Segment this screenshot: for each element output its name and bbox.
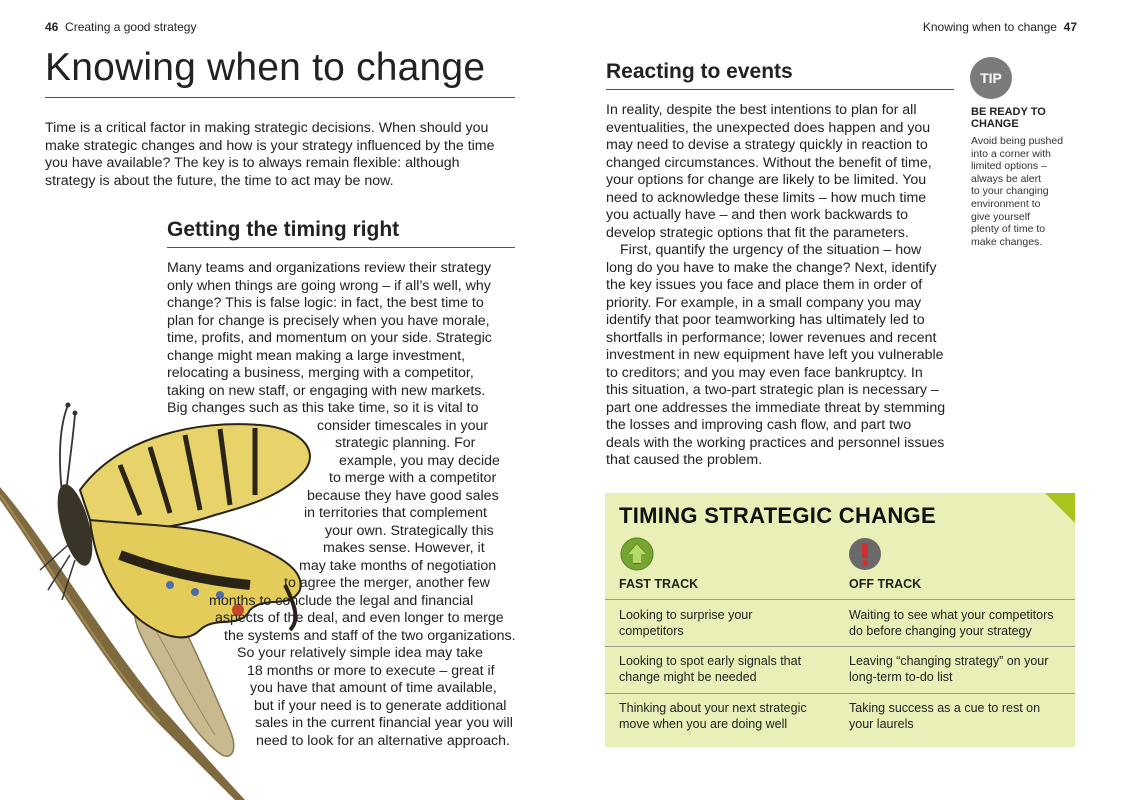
body-line: only when things are going wrong – if all’s well, why: [167, 277, 491, 294]
tip-text-line: Avoid being pushed: [971, 135, 1064, 147]
right-folio: [923, 20, 1077, 34]
tip-badge: TIP: [970, 57, 1012, 99]
body-line: makes sense. However, it: [323, 540, 485, 556]
body-line: taking on new staff, or engaging with new markets.: [167, 382, 486, 399]
intro-line: make strategic changes and how is your strategy influenced by the time: [45, 137, 495, 154]
body-line: investment in new equipment have left you vulnerable: [606, 347, 944, 363]
body-line: strategic planning. For: [335, 435, 476, 451]
body-line: that caused the problem.: [606, 452, 763, 468]
section-heading-rule: [167, 247, 515, 248]
body-line: Big changes such as this take time, so it is vital to: [167, 400, 479, 416]
body-line: priority. For example, in a small company you may: [606, 294, 922, 311]
body-line: sales in the current financial year you will: [255, 715, 513, 731]
body-line: you actually have – and then work backwards to: [606, 207, 909, 223]
intro-line: you have available? The key is to always remain flexible: although: [45, 155, 460, 172]
row-divider: [605, 693, 1075, 694]
left-folio: [45, 20, 196, 34]
off-track-heading: OFF TRACK: [849, 577, 922, 591]
tip-title-line: CHANGE: [971, 118, 1019, 130]
body-line: develop strategic options that fit the parameters.: [606, 224, 909, 241]
body-line: identify that poor teamworking has ultimately led to: [606, 312, 925, 328]
body-line: need to acknowledge these limits – how much time: [606, 189, 927, 206]
tip-title: [971, 106, 1071, 130]
body-line: relocating a business, merging with a competitor,: [167, 365, 474, 381]
intro-paragraph: [45, 120, 513, 190]
body-line: aspects of the deal, and even longer to merge: [215, 610, 504, 626]
box-title: TIMING STRATEGIC CHANGE: [619, 503, 936, 528]
tip-text: [971, 135, 1081, 248]
body-line: to creditors; and you may even face bankruptcy. In: [606, 364, 923, 381]
body-line: the key issues you face and place them in order of: [606, 277, 923, 293]
tip-text-line: environment to: [971, 197, 1041, 210]
row-divider: [605, 646, 1075, 647]
body-line: First, quantify the urgency of the situation – how: [620, 242, 922, 258]
off-track-icon: [848, 537, 882, 576]
body-line: the losses and improving cash flow, and part two: [606, 417, 912, 433]
body-line: deals with the working practices and personnel issues: [606, 434, 945, 451]
body-line: this situation, a two-part strategic plan is necessary –: [606, 382, 939, 398]
section-heading-rule: [606, 89, 954, 90]
fast-track-heading: FAST TRACK: [619, 577, 699, 591]
body-line: need to look for an alternative approach.: [256, 732, 510, 749]
intro-line: Time is a critical factor in making strategic decisions. When should you: [45, 120, 489, 136]
body-line: you have that amount of time available,: [250, 680, 497, 696]
tip-text-line: into a corner with: [971, 147, 1051, 160]
tip-text-line: give yourself: [971, 210, 1030, 223]
body-line: changed circumstances. Without the benefit of time,: [606, 154, 932, 171]
body-line: In reality, despite the best intentions to plan for all: [606, 102, 917, 118]
body-line: but if your need is to generate additional: [254, 697, 507, 714]
body-line: months to conclude the legal and financial: [209, 592, 474, 609]
section-body-reacting: [606, 102, 966, 470]
off-track-cell: Taking success as a cue to rest on your laurels: [849, 701, 1041, 731]
right-running-head: Knowing when to change: [922, 20, 1057, 34]
body-line: consider timescales in your: [317, 417, 489, 434]
right-page-number: 47: [1063, 20, 1077, 34]
body-line: because they have good sales: [307, 487, 499, 504]
body-line: change? This is false logic: in fact, the best time to: [167, 295, 484, 311]
body-line: to agree the merger, another few: [284, 575, 490, 591]
body-line: plan for change is precisely when you have morale,: [167, 312, 490, 329]
tip-text-line: plenty of time to: [971, 223, 1046, 236]
body-line: may need to devise a strategy quickly in reaction to: [606, 137, 928, 153]
body-line: in territories that complement: [304, 505, 487, 521]
section-heading-reacting: Reacting to events: [606, 60, 793, 83]
left-running-head: Creating a good strategy: [65, 20, 197, 34]
tip-title-line: BE READY TO: [971, 106, 1046, 118]
fast-track-icon: [620, 537, 654, 576]
tip-text-line: always be alert: [971, 172, 1042, 185]
fast-track-cell: Thinking about your next strategic move when you are doing well: [619, 701, 807, 731]
body-line: your options for change are likely to be limited. You: [606, 172, 927, 188]
tip-text-line: to your changing: [971, 185, 1049, 198]
body-line: shortfalls in performance; lower revenues and recent: [606, 329, 937, 346]
body-line: 18 months or more to execute – great if: [247, 662, 495, 679]
timing-strategic-change-box: [605, 493, 1075, 747]
corner-accent: [1045, 493, 1075, 523]
section-heading-timing: Getting the timing right: [167, 218, 400, 241]
body-line: part one addresses the immediate threat by stemming: [606, 399, 946, 416]
row-divider: [605, 599, 1075, 600]
tip-text-line: limited options –: [971, 160, 1047, 173]
body-line: time, profits, and momentum on your side. Strategic: [167, 330, 492, 346]
tip-text-line: make changes.: [971, 235, 1043, 248]
off-track-cell: Waiting to see what your competitors do before changing your strategy: [849, 608, 1054, 638]
body-line: may take months of negotiation: [299, 557, 497, 574]
intro-line: strategy is about the future, the time to act may be now.: [45, 172, 394, 189]
body-line: So your relatively simple idea may take: [237, 645, 484, 661]
fast-track-cell: Looking to spot early signals that change might be needed: [619, 654, 802, 684]
section-body-timing: [167, 260, 517, 750]
body-line: the systems and staff of the two organizations.: [224, 627, 516, 644]
page-title: Knowing when to change: [45, 46, 486, 89]
body-line: example, you may decide: [339, 452, 500, 469]
body-line: eventualities, the unexpected does happen and you: [606, 119, 931, 136]
left-page-number: 46: [45, 20, 59, 34]
body-line: Many teams and organizations review their strategy: [167, 260, 492, 276]
body-line: to merge with a competitor: [329, 470, 497, 486]
fast-track-cell: Looking to surprise your competitors: [619, 608, 753, 638]
body-line: long do you have to make the change? Next, identify: [606, 259, 937, 276]
title-rule: [45, 97, 515, 98]
off-track-cell: Leaving “changing strategy” on your long-term to-do list: [849, 654, 1049, 684]
body-line: change might mean making a large investment,: [167, 347, 466, 364]
body-line: your own. Strategically this: [325, 522, 494, 539]
